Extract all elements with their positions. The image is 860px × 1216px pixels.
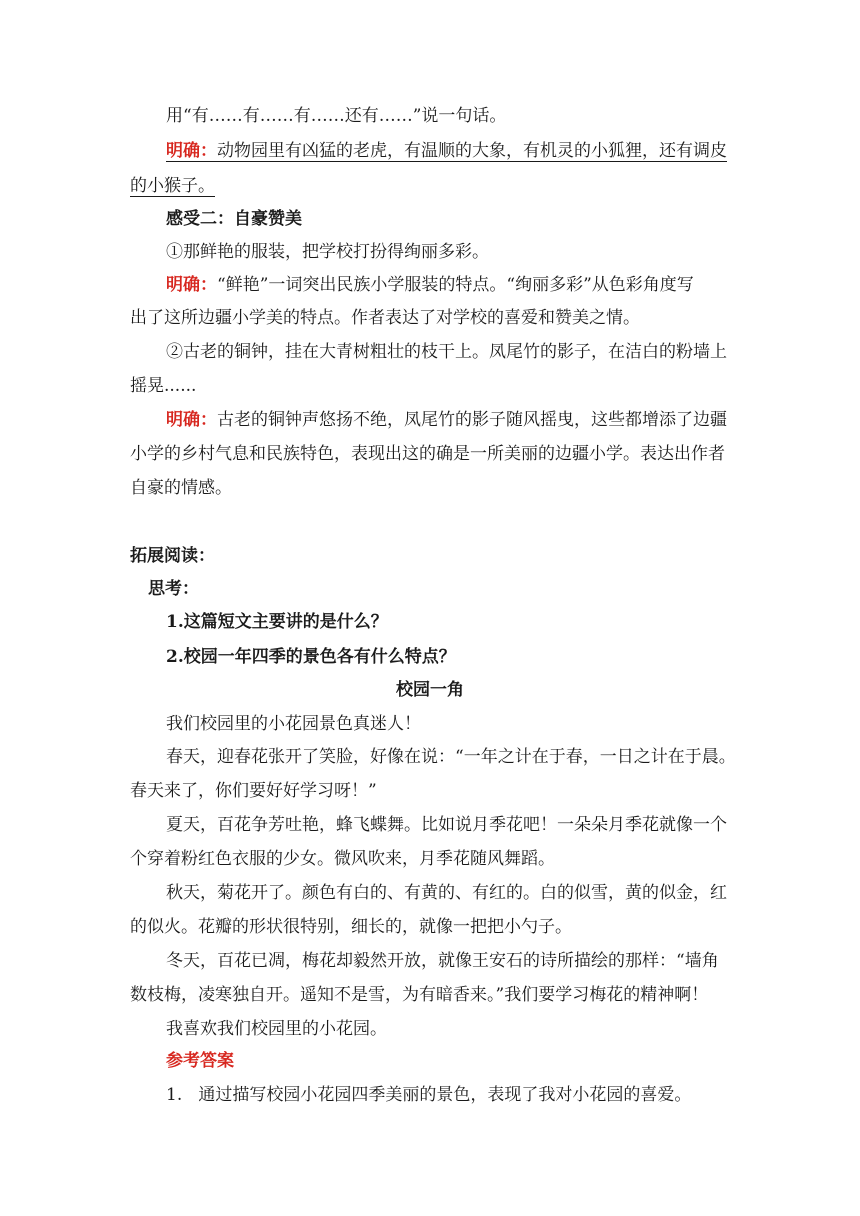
reference-answer-1: 1. 通过描写校园小花园四季美丽的景色，表现了我对小花园的喜爱。 [166, 1085, 692, 1105]
answer3-label: 明确： [166, 410, 217, 430]
article-p5-line2: 数枝梅，凌寒独自开。遥知不是雪，为有暗香来。”我们要学习梅花的精神啊！ [130, 985, 709, 1005]
item2-line2: 摇晃...... [130, 376, 197, 396]
article-p5-line1: 冬天，百花已凋，梅花却毅然开放，就像王安石的诗所描绘的那样：“墙角 [166, 951, 719, 971]
answer2-line1 [166, 273, 694, 297]
article-p4-line1: 秋天，菊花开了。颜色有白的、有黄的、有红的。白的似雪，黄的似金，红 [166, 883, 727, 903]
article-p4-line2: 的似火。花瓣的形状很特别，细长的，就像一把把小勺子。 [130, 917, 572, 937]
answer1-label: 明确： [166, 141, 217, 161]
answer3-line3: 自豪的情感。 [130, 478, 232, 498]
answer2-line2: 出了这所边疆小学美的特点。作者表达了对学校的喜爱和赞美之情。 [130, 308, 640, 328]
article-title: 校园一角 [396, 680, 464, 700]
article-p3-line2: 个穿着粉红色衣服的少女。微风吹来，月季花随风舞蹈。 [130, 849, 555, 869]
answer2-label: 明确： [166, 275, 217, 295]
answer1-line1 [166, 139, 727, 163]
think-heading: 思考： [148, 579, 199, 599]
answer3-line2: 小学的乡村气息和民族特色，表现出这的确是一所美丽的边疆小学。表达出作者 [130, 444, 725, 464]
answer3-line1 [166, 408, 727, 432]
article-p6: 我喜欢我们校园里的小花园。 [166, 1019, 387, 1039]
answer3-text: 古老的铜钟声悠扬不绝，凤尾竹的影子随风摇曳，这些都增添了边疆 [217, 410, 727, 430]
section2-heading: 感受二：自豪赞美 [166, 209, 302, 229]
reference-heading: 参考答案 [166, 1051, 234, 1071]
answer1-text: 动物园里有凶猛的老虎，有温顺的大象，有机灵的小狐狸，还有调皮 [217, 141, 727, 161]
article-p2-line1: 春天，迎春花张开了笑脸，好像在说：“一年之计在于春，一日之计在于晨。 [166, 747, 736, 767]
question-1: 1.这篇短文主要讲的是什么？ [166, 612, 388, 632]
item1: ①那鲜艳的服装，把学校打扮得绚丽多彩。 [166, 242, 489, 262]
article-p1: 我们校园里的小花园景色真迷人！ [166, 714, 421, 734]
question-2: 2.校园一年四季的景色各有什么特点？ [166, 647, 456, 667]
extended-reading-heading: 拓展阅读： [130, 546, 215, 566]
item2-line1: ②古老的铜钟，挂在大青树粗壮的枝干上。凤尾竹的影子，在洁白的粉墙上 [166, 342, 727, 362]
article-p3-line1: 夏天，百花争芳吐艳，蜂飞蝶舞。比如说月季花吧！一朵朵月季花就像一个 [166, 815, 727, 835]
article-p2-line2: 春天来了，你们要好好学习呀！” [130, 781, 377, 801]
answer1-line2: 的小猴子。 [130, 176, 215, 196]
intro-line: 用“有……有……有……还有……”说一句话。 [166, 106, 507, 126]
answer2-text: “鲜艳”一词突出民族小学服装的特点。“绚丽多彩”从色彩角度写 [217, 275, 694, 295]
